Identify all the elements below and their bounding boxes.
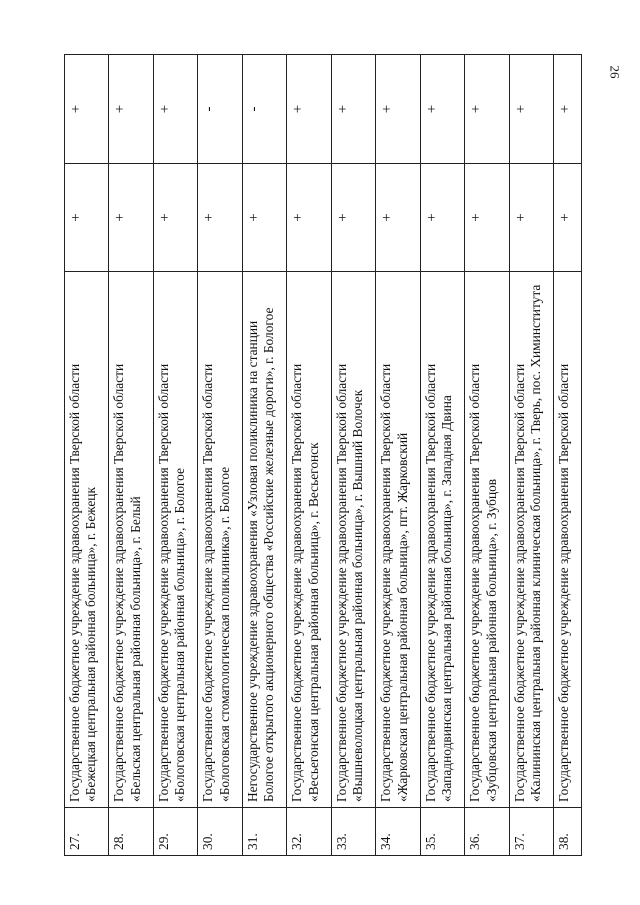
institution-name-line-2: «Бологовская стоматологическая поликлиника», г. Бологое <box>216 466 232 802</box>
table-row <box>554 55 582 856</box>
row-number: 32. <box>287 808 331 856</box>
institution-name <box>509 272 553 808</box>
row-number: 28. <box>109 808 153 856</box>
institution-name-line-2: «Западнодвинская центральная районная больница», г. Западная Двина <box>439 395 455 802</box>
institution-name <box>420 272 464 808</box>
institution-name <box>376 272 420 808</box>
institution-name-line-1: Государственное бюджетное учреждение здравоохранения Тверской области <box>467 363 483 802</box>
institution-name-line-1: Государственное бюджетное учреждение здравоохранения Тверской области <box>111 363 127 802</box>
mark-column-a: + <box>65 164 109 272</box>
mark-column-b: + <box>420 55 464 164</box>
institution-name <box>153 272 197 808</box>
table-row <box>331 55 375 856</box>
mark-column-a: + <box>509 164 553 272</box>
institution-name <box>109 272 153 808</box>
institution-name-line-2: «Бельская центральная районная больница», г. Белый <box>127 496 143 802</box>
mark-column-a: + <box>153 164 197 272</box>
mark-column-b: - <box>242 55 286 164</box>
mark-column-b: + <box>554 55 582 164</box>
row-number: 30. <box>198 808 242 856</box>
table-row <box>65 55 109 856</box>
row-number: 37. <box>509 808 553 856</box>
mark-column-a: + <box>554 164 582 272</box>
row-number: 31. <box>242 808 286 856</box>
institution-name-line-2: «Жарковская центральная районная больница», пгт. Жарковский <box>394 432 410 802</box>
mark-column-a: + <box>331 164 375 272</box>
mark-column-b: + <box>109 55 153 164</box>
institution-name <box>554 272 582 808</box>
institution-name-line-1: Государственное бюджетное учреждение здравоохранения Тверской области <box>155 363 171 802</box>
institutions-table <box>64 54 582 856</box>
table-row <box>153 55 197 856</box>
table-row <box>242 55 286 856</box>
row-number: 36. <box>465 808 509 856</box>
row-number: 33. <box>331 808 375 856</box>
mark-column-b: + <box>287 55 331 164</box>
mark-column-a: + <box>465 164 509 272</box>
institution-name-line-1: Государственное бюджетное учреждение здравоохранения Тверской области <box>378 363 394 802</box>
institution-name-line-2: Бологое открытого акционерного общества «Российские железные дороги», г. Бологое <box>261 307 277 802</box>
institution-name <box>65 272 109 808</box>
institutions-table-wrapper <box>64 55 582 856</box>
institution-name-line-2: «Бологовская центральная районная больница», г. Бологое <box>172 468 188 802</box>
table-row <box>420 55 464 856</box>
institution-name-line-1: Государственное бюджетное учреждение здравоохранения Тверской области <box>67 363 82 802</box>
row-number: 27. <box>65 808 109 856</box>
mark-column-b: + <box>331 55 375 164</box>
institution-name-line-1: Государственное бюджетное учреждение здравоохранения Тверской области <box>511 363 527 802</box>
table-row <box>198 55 242 856</box>
institution-name-line-2: «Бежецкая центральная районная больница», г. Бежецк <box>83 487 99 802</box>
institution-name-line-1: Государственное бюджетное учреждение здравоохранения Тверской области <box>422 363 438 802</box>
institution-name <box>242 272 286 808</box>
institution-name-line-2: «Весьегонская центральная районная больница», г. Весьегонск <box>305 442 321 802</box>
institution-name-line-1: Негосударственное учреждение здравоохранения «Узловая поликлиника на станции <box>244 320 260 802</box>
institution-name <box>331 272 375 808</box>
table-row <box>509 55 553 856</box>
mark-column-b: + <box>509 55 553 164</box>
institution-name <box>287 272 331 808</box>
table-row <box>376 55 420 856</box>
mark-column-a: + <box>242 164 286 272</box>
mark-column-b: + <box>65 55 109 164</box>
mark-column-b: + <box>465 55 509 164</box>
institution-name-line-1: Государственное бюджетное учреждение здравоохранения Тверской области <box>289 363 305 802</box>
institution-name-line-2: «Калининская центральная районная клиническая больница», г. Тверь, пос. Химинститута <box>528 284 544 802</box>
row-number: 29. <box>153 808 197 856</box>
mark-column-b: + <box>153 55 197 164</box>
row-number: 35. <box>420 808 464 856</box>
row-number: 38. <box>554 808 582 856</box>
institution-name-line-1: Государственное бюджетное учреждение здравоохранения Тверской области <box>333 363 349 802</box>
institution-name-line-1: Государственное бюджетное учреждение здравоохранения Тверской области <box>200 363 216 802</box>
mark-column-a: + <box>420 164 464 272</box>
table-row <box>109 55 153 856</box>
table-row <box>287 55 331 856</box>
mark-column-a: + <box>376 164 420 272</box>
institution-name-line-1: Государственное бюджетное учреждение здравоохранения Тверской области <box>556 363 572 802</box>
institution-name-line-2: «Зубцовская центральная районная больница», г. Зубцов <box>483 478 499 802</box>
mark-column-b: - <box>198 55 242 164</box>
institution-name <box>198 272 242 808</box>
mark-column-a: + <box>198 164 242 272</box>
institution-name-line-2: «Вышневолоцкая центральная районная больница», г. Вышний Волочек <box>350 389 366 802</box>
row-number: 34. <box>376 808 420 856</box>
mark-column-a: + <box>109 164 153 272</box>
page-number: 26 <box>607 65 623 79</box>
mark-column-a: + <box>287 164 331 272</box>
table-row <box>465 55 509 856</box>
institution-name <box>465 272 509 808</box>
mark-column-b: + <box>376 55 420 164</box>
